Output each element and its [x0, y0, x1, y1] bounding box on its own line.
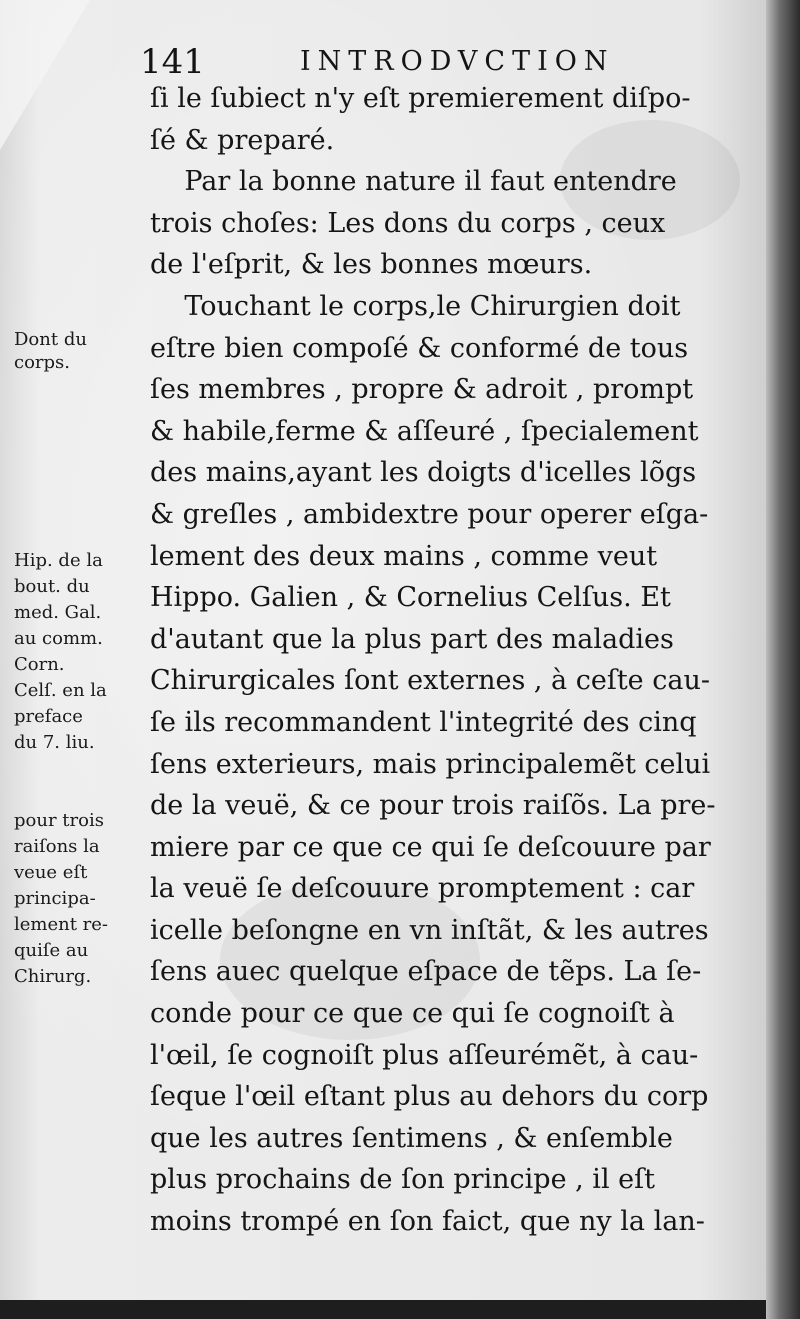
- text-line: que les autres ſentimens , & enſemble: [150, 1122, 673, 1154]
- margin-note: [14, 548, 107, 756]
- text-line: plus prochains de ſon principe , il eſt: [150, 1164, 655, 1196]
- text-line: conde pour ce que ce qui ſe cognoiſt à: [150, 998, 675, 1030]
- margin-note-line: veue eſt: [14, 862, 88, 883]
- margin-note-line: med. Gal.: [14, 602, 102, 623]
- body-text: [150, 78, 750, 1243]
- margin-note-line: lement re-: [14, 914, 109, 935]
- page-number: 141: [140, 42, 205, 82]
- margin-note-line: bout. du: [14, 576, 90, 597]
- margin-note-line: du 7. liu.: [14, 732, 95, 753]
- text-line: des mains,ayant les doigts d'icelles lõgs: [150, 457, 697, 489]
- text-line: Touchant le corps,le Chirurgien doit: [150, 290, 681, 322]
- margin-note-line: corps.: [14, 352, 71, 373]
- margin-note-line: au comm.: [14, 628, 103, 649]
- text-line: Hippo. Galien , & Cornelius Celſus. Et: [150, 582, 671, 614]
- margin-note-line: Corn.: [14, 654, 65, 675]
- margin-note-line: pour trois: [14, 810, 104, 831]
- text-line: la veuë ſe deſcouure promptement : car: [150, 873, 695, 905]
- running-title: INTRODVCTION: [300, 46, 615, 77]
- text-line: ſeque l'œil eſtant plus au dehors du corp: [150, 1081, 709, 1113]
- text-line: de l'eſprit, & les bonnes mœurs.: [150, 249, 593, 281]
- text-line: d'autant que la plus part des maladies: [150, 623, 674, 655]
- margin-note-line: preface: [14, 706, 83, 727]
- margin-note: [14, 808, 108, 990]
- text-line: eſtre bien compoſé & conformé de tous: [150, 332, 689, 364]
- margin-note-line: raiſons la: [14, 836, 100, 857]
- text-line: ſens auec quelque eſpace de tẽps. La ſe-: [150, 956, 702, 988]
- book-spine: [766, 0, 800, 1319]
- text-line: miere par ce que ce qui ſe deſcouure par: [150, 831, 711, 863]
- margin-note: [14, 328, 87, 374]
- text-line: moins trompé en ſon faict, que ny la lan-: [150, 1206, 705, 1238]
- text-line: Chirurgicales ſont externes , à ceſte cau-: [150, 665, 710, 697]
- margin-note-line: Dont du: [14, 329, 87, 350]
- folded-corner: [0, 0, 90, 150]
- margin-note-line: Chirurg.: [14, 966, 92, 987]
- text-line: & habile,ferme & aſſeuré , ſpecialement: [150, 415, 699, 447]
- text-line: & greſles , ambidextre pour operer eſga-: [150, 498, 709, 530]
- text-line: icelle beſongne en vn inſtãt, & les autres: [150, 914, 709, 946]
- text-line: ſé & preparé.: [150, 124, 335, 156]
- text-line: Par la bonne nature il faut entendre: [150, 166, 677, 198]
- text-line: ſes membres , propre & adroit , prompt: [150, 374, 694, 406]
- text-line: ſe ils recommandent l'integrité des cinq: [150, 706, 697, 738]
- text-line: trois choſes: Les dons du corps , ceux: [150, 207, 666, 239]
- margin-note-line: Hip. de la: [14, 550, 103, 571]
- text-line: ſi le ſubiect n'y eſt premierement diſpo-: [150, 83, 691, 114]
- text-line: de la veuë, & ce pour trois raiſõs. La pre-: [150, 790, 716, 822]
- text-line: l'œil, ſe cognoiſt plus aſſeurémẽt, à cau-: [150, 1039, 699, 1071]
- margin-note-line: principa-: [14, 888, 96, 909]
- text-line: lement des deux mains , comme veut: [150, 540, 658, 572]
- margin-note-line: Celſ. en la: [14, 680, 107, 701]
- text-line: ſens exterieurs, mais principalemẽt celui: [150, 748, 711, 780]
- margin-note-line: quiſe au: [14, 940, 89, 961]
